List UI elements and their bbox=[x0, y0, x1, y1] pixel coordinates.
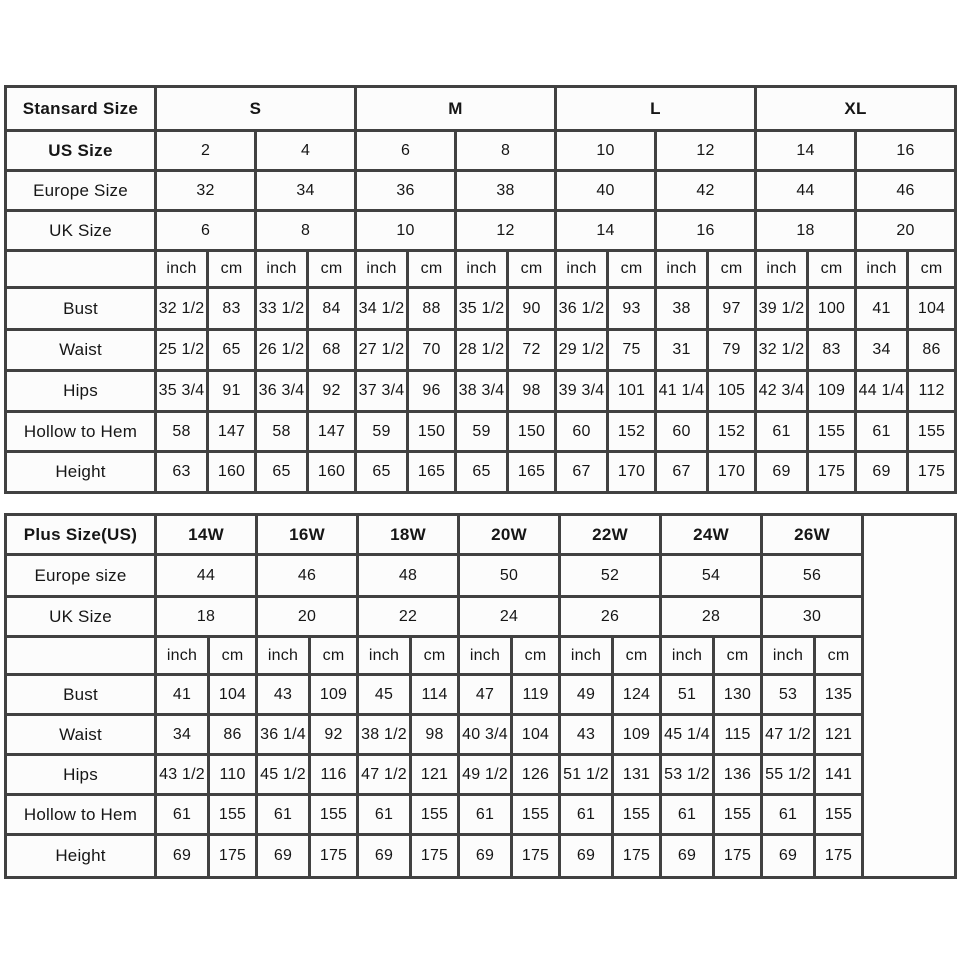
unit-header: cm bbox=[208, 251, 256, 288]
measurement-value-cell: 58 bbox=[256, 412, 308, 452]
measurement-value-cell: 109 bbox=[310, 675, 358, 715]
measurement-value-cell: 150 bbox=[508, 412, 556, 452]
measurement-value-cell: 91 bbox=[208, 371, 256, 412]
measurement-value-cell: 58 bbox=[156, 412, 208, 452]
measurement-value-cell: 45 bbox=[358, 675, 411, 715]
measurement-value-cell: 61 bbox=[156, 795, 209, 835]
measurement-value-cell: 32 1/2 bbox=[756, 330, 808, 371]
measurement-value-cell: 63 bbox=[156, 452, 208, 493]
measurement-value-cell: 116 bbox=[310, 755, 358, 795]
measurement-value-cell: 155 bbox=[310, 795, 358, 835]
row-label: Hollow to Hem bbox=[6, 412, 156, 452]
size-value-cell: 20 bbox=[856, 211, 956, 251]
measurement-value-cell: 96 bbox=[408, 371, 456, 412]
measurement-value-cell: 61 bbox=[762, 795, 815, 835]
table-title: Plus Size(US) bbox=[6, 515, 156, 555]
measurement-value-cell: 44 1/4 bbox=[856, 371, 908, 412]
measurement-value-cell: 53 1/2 bbox=[661, 755, 714, 795]
size-value-cell: 8 bbox=[456, 131, 556, 171]
measurement-value-cell: 40 3/4 bbox=[459, 715, 512, 755]
measurement-value-cell: 155 bbox=[815, 795, 863, 835]
size-value-cell: 46 bbox=[856, 171, 956, 211]
measurement-value-cell: 155 bbox=[512, 795, 560, 835]
measurement-value-cell: 69 bbox=[358, 835, 411, 878]
measurement-value-cell: 43 bbox=[257, 675, 310, 715]
size-value-cell: 32 bbox=[156, 171, 256, 211]
measurement-value-cell: 59 bbox=[356, 412, 408, 452]
measurement-value-cell: 51 1/2 bbox=[560, 755, 613, 795]
measurement-value-cell: 175 bbox=[815, 835, 863, 878]
unit-header: cm bbox=[808, 251, 856, 288]
measurement-value-cell: 61 bbox=[560, 795, 613, 835]
measurement-value-cell: 31 bbox=[656, 330, 708, 371]
measurement-value-cell: 39 1/2 bbox=[756, 288, 808, 330]
measurement-value-cell: 38 3/4 bbox=[456, 371, 508, 412]
measurement-value-cell: 47 1/2 bbox=[762, 715, 815, 755]
size-group-header: 18W bbox=[358, 515, 459, 555]
measurement-value-cell: 160 bbox=[308, 452, 356, 493]
measurement-value-cell: 155 bbox=[613, 795, 661, 835]
size-value-cell: 2 bbox=[156, 131, 256, 171]
measurement-value-cell: 104 bbox=[512, 715, 560, 755]
row-label: UK Size bbox=[6, 211, 156, 251]
unit-header: cm bbox=[209, 637, 257, 675]
unit-header: cm bbox=[408, 251, 456, 288]
measurement-value-cell: 175 bbox=[613, 835, 661, 878]
measurement-value-cell: 155 bbox=[714, 795, 762, 835]
measurement-value-cell: 175 bbox=[310, 835, 358, 878]
size-value-cell: 48 bbox=[358, 555, 459, 597]
measurement-value-cell: 165 bbox=[508, 452, 556, 493]
size-value-cell: 16 bbox=[856, 131, 956, 171]
measurement-value-cell: 47 bbox=[459, 675, 512, 715]
measurement-value-cell: 36 1/4 bbox=[257, 715, 310, 755]
measurement-value-cell: 98 bbox=[411, 715, 459, 755]
measurement-value-cell: 121 bbox=[815, 715, 863, 755]
size-value-cell: 56 bbox=[762, 555, 863, 597]
row-label: Waist bbox=[6, 715, 156, 755]
size-value-cell: 8 bbox=[256, 211, 356, 251]
empty-cell bbox=[863, 515, 956, 878]
measurement-value-cell: 69 bbox=[762, 835, 815, 878]
measurement-value-cell: 131 bbox=[613, 755, 661, 795]
measurement-value-cell: 75 bbox=[608, 330, 656, 371]
row-label: Europe Size bbox=[6, 171, 156, 211]
measurement-value-cell: 175 bbox=[908, 452, 956, 493]
measurement-value-cell: 114 bbox=[411, 675, 459, 715]
measurement-value-cell: 155 bbox=[411, 795, 459, 835]
measurement-value-cell: 155 bbox=[908, 412, 956, 452]
unit-header: cm bbox=[613, 637, 661, 675]
unit-header: inch bbox=[656, 251, 708, 288]
size-value-cell: 14 bbox=[556, 211, 656, 251]
size-value-cell: 18 bbox=[156, 597, 257, 637]
size-value-cell: 42 bbox=[656, 171, 756, 211]
measurement-value-cell: 170 bbox=[708, 452, 756, 493]
measurement-value-cell: 53 bbox=[762, 675, 815, 715]
row-label: Waist bbox=[6, 330, 156, 371]
size-value-cell: 6 bbox=[356, 131, 456, 171]
measurement-value-cell: 28 1/2 bbox=[456, 330, 508, 371]
measurement-value-cell: 60 bbox=[656, 412, 708, 452]
measurement-value-cell: 25 1/2 bbox=[156, 330, 208, 371]
measurement-value-cell: 119 bbox=[512, 675, 560, 715]
measurement-value-cell: 38 bbox=[656, 288, 708, 330]
size-value-cell: 10 bbox=[556, 131, 656, 171]
row-label: Hollow to Hem bbox=[6, 795, 156, 835]
measurement-value-cell: 59 bbox=[456, 412, 508, 452]
unit-header: inch bbox=[456, 251, 508, 288]
row-label: Bust bbox=[6, 288, 156, 330]
measurement-value-cell: 69 bbox=[856, 452, 908, 493]
size-value-cell: 44 bbox=[756, 171, 856, 211]
row-label: Europe size bbox=[6, 555, 156, 597]
measurement-value-cell: 130 bbox=[714, 675, 762, 715]
measurement-value-cell: 141 bbox=[815, 755, 863, 795]
measurement-value-cell: 175 bbox=[209, 835, 257, 878]
measurement-value-cell: 175 bbox=[808, 452, 856, 493]
size-value-cell: 36 bbox=[356, 171, 456, 211]
measurement-value-cell: 51 bbox=[661, 675, 714, 715]
unit-header: cm bbox=[512, 637, 560, 675]
size-value-cell: 50 bbox=[459, 555, 560, 597]
measurement-value-cell: 67 bbox=[556, 452, 608, 493]
unit-header: inch bbox=[356, 251, 408, 288]
size-value-cell: 46 bbox=[257, 555, 358, 597]
unit-header: cm bbox=[815, 637, 863, 675]
size-group-header: 16W bbox=[257, 515, 358, 555]
measurement-value-cell: 150 bbox=[408, 412, 456, 452]
measurement-value-cell: 43 bbox=[560, 715, 613, 755]
measurement-value-cell: 34 1/2 bbox=[356, 288, 408, 330]
row-label: US Size bbox=[6, 131, 156, 171]
measurement-value-cell: 61 bbox=[756, 412, 808, 452]
measurement-value-cell: 65 bbox=[456, 452, 508, 493]
measurement-value-cell: 35 3/4 bbox=[156, 371, 208, 412]
measurement-value-cell: 104 bbox=[908, 288, 956, 330]
measurement-value-cell: 126 bbox=[512, 755, 560, 795]
measurement-value-cell: 34 bbox=[856, 330, 908, 371]
size-value-cell: 10 bbox=[356, 211, 456, 251]
standard-size-table bbox=[4, 85, 957, 494]
table-title: Stansard Size bbox=[6, 87, 156, 131]
measurement-value-cell: 83 bbox=[808, 330, 856, 371]
unit-header: inch bbox=[556, 251, 608, 288]
measurement-value-cell: 43 1/2 bbox=[156, 755, 209, 795]
measurement-value-cell: 61 bbox=[459, 795, 512, 835]
unit-header: cm bbox=[708, 251, 756, 288]
plus-size-table bbox=[4, 513, 957, 879]
row-label: Hips bbox=[6, 755, 156, 795]
measurement-value-cell: 41 bbox=[856, 288, 908, 330]
measurement-value-cell: 55 1/2 bbox=[762, 755, 815, 795]
blank-label-cell bbox=[6, 251, 156, 288]
size-value-cell: 40 bbox=[556, 171, 656, 211]
unit-header: inch bbox=[156, 251, 208, 288]
measurement-value-cell: 92 bbox=[308, 371, 356, 412]
measurement-value-cell: 175 bbox=[411, 835, 459, 878]
measurement-value-cell: 165 bbox=[408, 452, 456, 493]
measurement-value-cell: 61 bbox=[358, 795, 411, 835]
measurement-value-cell: 41 1/4 bbox=[656, 371, 708, 412]
measurement-value-cell: 175 bbox=[512, 835, 560, 878]
size-value-cell: 16 bbox=[656, 211, 756, 251]
unit-header: inch bbox=[256, 251, 308, 288]
size-value-cell: 12 bbox=[456, 211, 556, 251]
unit-header: cm bbox=[714, 637, 762, 675]
measurement-value-cell: 97 bbox=[708, 288, 756, 330]
measurement-value-cell: 109 bbox=[808, 371, 856, 412]
row-label: UK Size bbox=[6, 597, 156, 637]
measurement-value-cell: 60 bbox=[556, 412, 608, 452]
measurement-value-cell: 27 1/2 bbox=[356, 330, 408, 371]
measurement-value-cell: 160 bbox=[208, 452, 256, 493]
measurement-value-cell: 92 bbox=[310, 715, 358, 755]
measurement-value-cell: 61 bbox=[661, 795, 714, 835]
measurement-value-cell: 49 1/2 bbox=[459, 755, 512, 795]
size-group-header: 26W bbox=[762, 515, 863, 555]
measurement-value-cell: 69 bbox=[156, 835, 209, 878]
measurement-value-cell: 45 1/2 bbox=[257, 755, 310, 795]
measurement-value-cell: 121 bbox=[411, 755, 459, 795]
row-label: Height bbox=[6, 835, 156, 878]
row-label: Bust bbox=[6, 675, 156, 715]
measurement-value-cell: 105 bbox=[708, 371, 756, 412]
unit-header: inch bbox=[762, 637, 815, 675]
unit-header: cm bbox=[308, 251, 356, 288]
measurement-value-cell: 36 3/4 bbox=[256, 371, 308, 412]
measurement-value-cell: 83 bbox=[208, 288, 256, 330]
size-value-cell: 26 bbox=[560, 597, 661, 637]
unit-header: inch bbox=[756, 251, 808, 288]
measurement-value-cell: 124 bbox=[613, 675, 661, 715]
size-group-header: 14W bbox=[156, 515, 257, 555]
size-value-cell: 54 bbox=[661, 555, 762, 597]
unit-header: inch bbox=[459, 637, 512, 675]
measurement-value-cell: 112 bbox=[908, 371, 956, 412]
measurement-value-cell: 39 3/4 bbox=[556, 371, 608, 412]
measurement-value-cell: 84 bbox=[308, 288, 356, 330]
measurement-value-cell: 79 bbox=[708, 330, 756, 371]
measurement-value-cell: 38 1/2 bbox=[358, 715, 411, 755]
unit-header: inch bbox=[358, 637, 411, 675]
measurement-value-cell: 101 bbox=[608, 371, 656, 412]
unit-header: inch bbox=[560, 637, 613, 675]
size-value-cell: 14 bbox=[756, 131, 856, 171]
unit-header: inch bbox=[856, 251, 908, 288]
measurement-value-cell: 69 bbox=[756, 452, 808, 493]
measurement-value-cell: 104 bbox=[209, 675, 257, 715]
measurement-value-cell: 33 1/2 bbox=[256, 288, 308, 330]
measurement-value-cell: 110 bbox=[209, 755, 257, 795]
measurement-value-cell: 34 bbox=[156, 715, 209, 755]
size-value-cell: 12 bbox=[656, 131, 756, 171]
size-value-cell: 30 bbox=[762, 597, 863, 637]
size-value-cell: 6 bbox=[156, 211, 256, 251]
unit-header: inch bbox=[156, 637, 209, 675]
size-group-header: L bbox=[556, 87, 756, 131]
row-label: Hips bbox=[6, 371, 156, 412]
unit-header: cm bbox=[908, 251, 956, 288]
size-value-cell: 38 bbox=[456, 171, 556, 211]
measurement-value-cell: 147 bbox=[308, 412, 356, 452]
measurement-value-cell: 175 bbox=[714, 835, 762, 878]
measurement-value-cell: 35 1/2 bbox=[456, 288, 508, 330]
measurement-value-cell: 47 1/2 bbox=[358, 755, 411, 795]
measurement-value-cell: 45 1/4 bbox=[661, 715, 714, 755]
size-value-cell: 24 bbox=[459, 597, 560, 637]
size-value-cell: 22 bbox=[358, 597, 459, 637]
size-group-header: XL bbox=[756, 87, 956, 131]
size-group-header: 24W bbox=[661, 515, 762, 555]
measurement-value-cell: 109 bbox=[613, 715, 661, 755]
unit-header: cm bbox=[508, 251, 556, 288]
measurement-value-cell: 69 bbox=[257, 835, 310, 878]
measurement-value-cell: 100 bbox=[808, 288, 856, 330]
size-value-cell: 34 bbox=[256, 171, 356, 211]
measurement-value-cell: 98 bbox=[508, 371, 556, 412]
measurement-value-cell: 61 bbox=[856, 412, 908, 452]
measurement-value-cell: 115 bbox=[714, 715, 762, 755]
size-group-header: S bbox=[156, 87, 356, 131]
measurement-value-cell: 136 bbox=[714, 755, 762, 795]
measurement-value-cell: 36 1/2 bbox=[556, 288, 608, 330]
unit-header: inch bbox=[661, 637, 714, 675]
blank-label-cell bbox=[6, 637, 156, 675]
measurement-value-cell: 135 bbox=[815, 675, 863, 715]
measurement-value-cell: 29 1/2 bbox=[556, 330, 608, 371]
measurement-value-cell: 65 bbox=[208, 330, 256, 371]
measurement-value-cell: 93 bbox=[608, 288, 656, 330]
measurement-value-cell: 86 bbox=[908, 330, 956, 371]
measurement-value-cell: 41 bbox=[156, 675, 209, 715]
measurement-value-cell: 65 bbox=[356, 452, 408, 493]
row-label: Height bbox=[6, 452, 156, 493]
measurement-value-cell: 69 bbox=[661, 835, 714, 878]
size-value-cell: 52 bbox=[560, 555, 661, 597]
unit-header: inch bbox=[257, 637, 310, 675]
measurement-value-cell: 32 1/2 bbox=[156, 288, 208, 330]
unit-header: cm bbox=[310, 637, 358, 675]
measurement-value-cell: 67 bbox=[656, 452, 708, 493]
size-group-header: 22W bbox=[560, 515, 661, 555]
measurement-value-cell: 72 bbox=[508, 330, 556, 371]
measurement-value-cell: 69 bbox=[459, 835, 512, 878]
size-value-cell: 20 bbox=[257, 597, 358, 637]
size-value-cell: 18 bbox=[756, 211, 856, 251]
measurement-value-cell: 70 bbox=[408, 330, 456, 371]
measurement-value-cell: 61 bbox=[257, 795, 310, 835]
measurement-value-cell: 42 3/4 bbox=[756, 371, 808, 412]
measurement-value-cell: 86 bbox=[209, 715, 257, 755]
unit-header: cm bbox=[411, 637, 459, 675]
measurement-value-cell: 155 bbox=[209, 795, 257, 835]
size-group-header: M bbox=[356, 87, 556, 131]
measurement-value-cell: 37 3/4 bbox=[356, 371, 408, 412]
unit-header: cm bbox=[608, 251, 656, 288]
measurement-value-cell: 90 bbox=[508, 288, 556, 330]
size-value-cell: 28 bbox=[661, 597, 762, 637]
measurement-value-cell: 152 bbox=[608, 412, 656, 452]
measurement-value-cell: 68 bbox=[308, 330, 356, 371]
measurement-value-cell: 147 bbox=[208, 412, 256, 452]
measurement-value-cell: 49 bbox=[560, 675, 613, 715]
size-group-header: 20W bbox=[459, 515, 560, 555]
measurement-value-cell: 88 bbox=[408, 288, 456, 330]
measurement-value-cell: 26 1/2 bbox=[256, 330, 308, 371]
measurement-value-cell: 155 bbox=[808, 412, 856, 452]
measurement-value-cell: 152 bbox=[708, 412, 756, 452]
size-value-cell: 4 bbox=[256, 131, 356, 171]
measurement-value-cell: 170 bbox=[608, 452, 656, 493]
size-value-cell: 44 bbox=[156, 555, 257, 597]
measurement-value-cell: 69 bbox=[560, 835, 613, 878]
measurement-value-cell: 65 bbox=[256, 452, 308, 493]
